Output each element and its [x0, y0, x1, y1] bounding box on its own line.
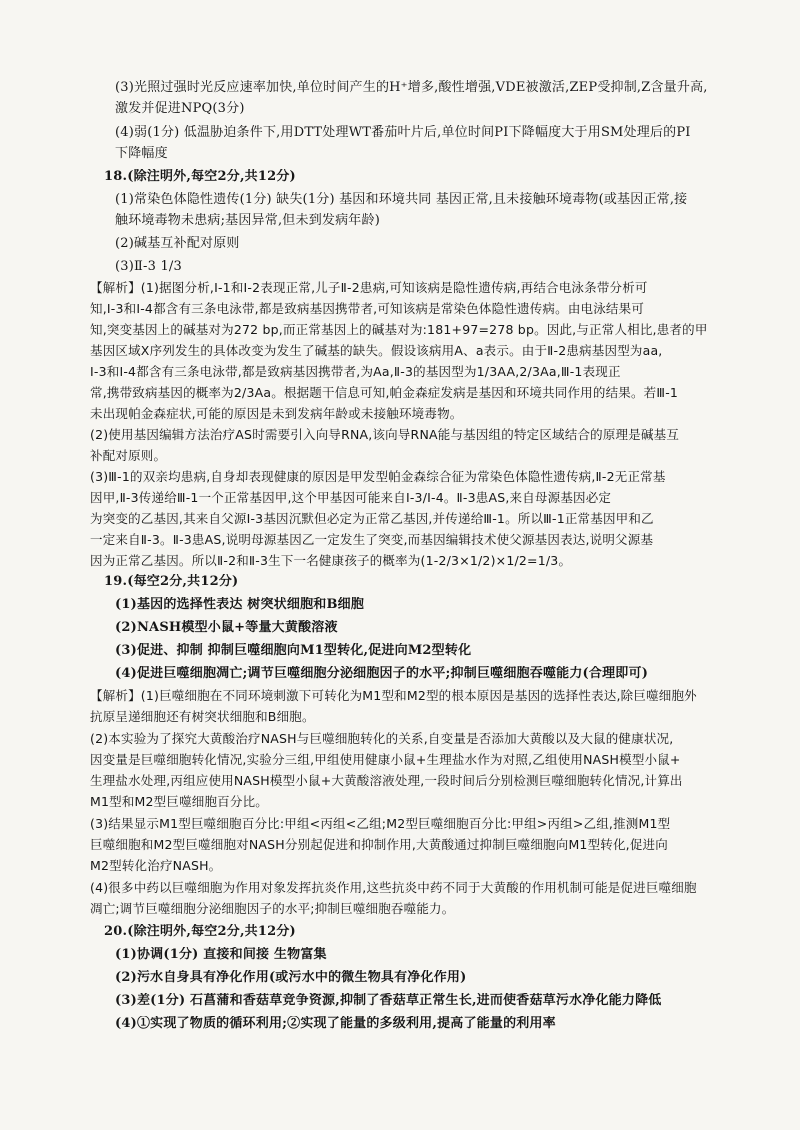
analysis-line: 因变量是巨噬细胞转化情况,实验分三组,甲组使用健康小鼠+生理盐水作为对照,乙组使用NASH模型小鼠+: [90, 752, 681, 767]
analysis-line: 因为正常乙基因。所以Ⅱ-2和Ⅱ-3生下一名健康孩子的概率为(1-2/3×1/2)×1/2=1/3。: [90, 553, 572, 568]
answer-line: (2)污水自身具有净化作用(或污水中的微生物具有净化作用): [115, 970, 467, 985]
analysis-line: 为突变的乙基因,其来自父源Ⅰ-3基因沉默但必定为正常乙基因,并传递给Ⅲ-1。所以Ⅲ-1正常基因甲和乙: [90, 511, 654, 526]
text-line: 触环境毒物未患病;基因异常,但未到发病年龄): [115, 213, 380, 228]
answer-line: (2)NASH模型小鼠+等量大黄酸溶液: [115, 620, 338, 635]
analysis-line: 凋亡;调节巨噬细胞分泌细胞因子的水平;抑制巨噬细胞吞噬能力。: [90, 901, 455, 916]
analysis-line: (3)结果显示M1型巨噬细胞百分比:甲组<丙组<乙组;M2型巨噬细胞百分比:甲组>丙组>乙组,推测M1型: [90, 816, 671, 831]
analysis-line: (3)Ⅲ-1的双亲均患病,自身却表现健康的原因是甲发型帕金森综合征为常染色体隐性遗传病,Ⅱ-2无正常基: [90, 469, 666, 484]
analysis-line: (4)很多中药以巨噬细胞为作用对象发挥抗炎作用,这些抗炎中药不同于大黄酸的作用机制可能是促进巨噬细胞: [90, 880, 697, 895]
question-heading: 20.(除注明外,每空2分,共12分): [104, 924, 296, 939]
text-line: 下降幅度: [115, 146, 168, 161]
analysis-line: 【解析】(1)巨噬细胞在不同环境刺激下可转化为M1型和M2型的根本原因是基因的选择性表达,除巨噬细胞外: [90, 688, 697, 703]
text-line: 激发并促进NPQ(3分): [115, 101, 245, 116]
analysis-line: 因甲,Ⅱ-3传递给Ⅲ-1一个正常基因甲,这个甲基因可能来自Ⅰ-3/Ⅰ-4。Ⅱ-3患AS,来自母源基因必定: [90, 490, 612, 505]
analysis-line: 一定来自Ⅱ-3。Ⅱ-3患AS,说明母源基因乙一定发生了突变,而基因编辑技术使父源基因表达,说明父源基: [90, 532, 654, 547]
analysis-line: 生理盐水处理,丙组应使用NASH模型小鼠+大黄酸溶液处理,一段时间后分别检测巨噬细胞转化情况,计算出: [90, 773, 683, 788]
analysis-line: (2)使用基因编辑方法治疗AS时需要引入向导RNA,该向导RNA能与基因组的特定区域结合的原理是碱基互: [90, 427, 680, 442]
answer-line: (4)①实现了物质的循环利用;②实现了能量的多级利用,提高了能量的利用率: [115, 1016, 556, 1031]
question-heading: 18.(除注明外,每空2分,共12分): [104, 169, 296, 184]
analysis-line: 巨噬细胞和M2型巨噬细胞对NASH分别起促进和抑制作用,大黄酸通过抑制巨噬细胞向M1型转化,促进向: [90, 837, 668, 852]
text-line: (3)光照过强时光反应速率加快,单位时间产生的H⁺增多,酸性增强,VDE被激活,ZEP受抑制,Z含量升高,: [115, 80, 708, 95]
analysis-line: 补配对原则。: [90, 448, 167, 463]
text-line: (1)常染色体隐性遗传(1分) 缺失(1分) 基因和环境共同 基因正常,且未接触环境毒物(或基因正常,接: [115, 192, 688, 207]
answer-line: (1)协调(1分) 直接和间接 生物富集: [115, 947, 327, 962]
analysis-line: 知,Ⅰ-3和Ⅰ-4都含有三条电泳带,都是致病基因携带者,可知该病是常染色体隐性遗传病。由电泳结果可: [90, 301, 645, 316]
text-line: (4)弱(1分) 低温胁迫条件下,用DTT处理WT番茄叶片后,单位时间PI下降幅度大于用SM处理后的PI: [115, 125, 691, 140]
analysis-line: 抗原呈递细胞还有树突状细胞和B细胞。: [90, 709, 315, 724]
analysis-line: 【解析】(1)据图分析,Ⅰ-1和Ⅰ-2表现正常,儿子Ⅱ-2患病,可知该病是隐性遗传病,再结合电泳条带分析可: [90, 280, 648, 295]
analysis-line: 知,突变基因上的碱基对为272 bp,而正常基因上的碱基对为:181+97=278 bp。因此,与正常人相比,患者的甲: [90, 322, 708, 337]
analysis-line: Ⅰ-3和Ⅰ-4都含有三条电泳带,都是致病基因携带者,为Aa,Ⅱ-3的基因型为1/3AA,2/3Aa,Ⅲ-1表现正: [90, 364, 621, 379]
analysis-line: M1型和M2型巨噬细胞百分比。: [90, 794, 268, 809]
text-line: (3)Ⅱ-3 1/3: [115, 259, 182, 274]
analysis-line: 基因区域X序列发生的具体改变为发生了碱基的缺失。假设该病用A、a表示。由于Ⅱ-2患病基因型为aa,: [90, 343, 663, 358]
answer-line: (4)促进巨噬细胞凋亡;调节巨噬细胞分泌细胞因子的水平;抑制巨噬细胞吞噬能力(合理即可): [115, 666, 649, 681]
analysis-line: 常,携带致病基因的概率为2/3Aa。根据题干信息可知,帕金森症发病是基因和环境共同作用的结果。若Ⅲ-1: [90, 385, 679, 400]
answer-line: (1)基因的选择性表达 树突状细胞和B细胞: [115, 597, 365, 612]
text-line: (2)碱基互补配对原则: [115, 236, 240, 251]
analysis-line: M2型转化治疗NASH。: [90, 858, 222, 873]
answer-line: (3)促进、抑制 抑制巨噬细胞向M1型转化,促进向M2型转化: [115, 643, 472, 658]
answer-line: (3)差(1分) 石菖蒲和香菇草竞争资源,抑制了香菇草正常生长,进而使香菇草污水净化能力降低: [115, 993, 662, 1008]
question-heading: 19.(每空2分,共12分): [104, 574, 239, 589]
analysis-line: (2)本实验为了探究大黄酸治疗NASH与巨噬细胞转化的关系,自变量是否添加大黄酸以及大鼠的健康状况,: [90, 731, 674, 746]
analysis-line: 未出现帕金森症状,可能的原因是未到发病年龄或未接触环境毒物。: [90, 406, 463, 421]
